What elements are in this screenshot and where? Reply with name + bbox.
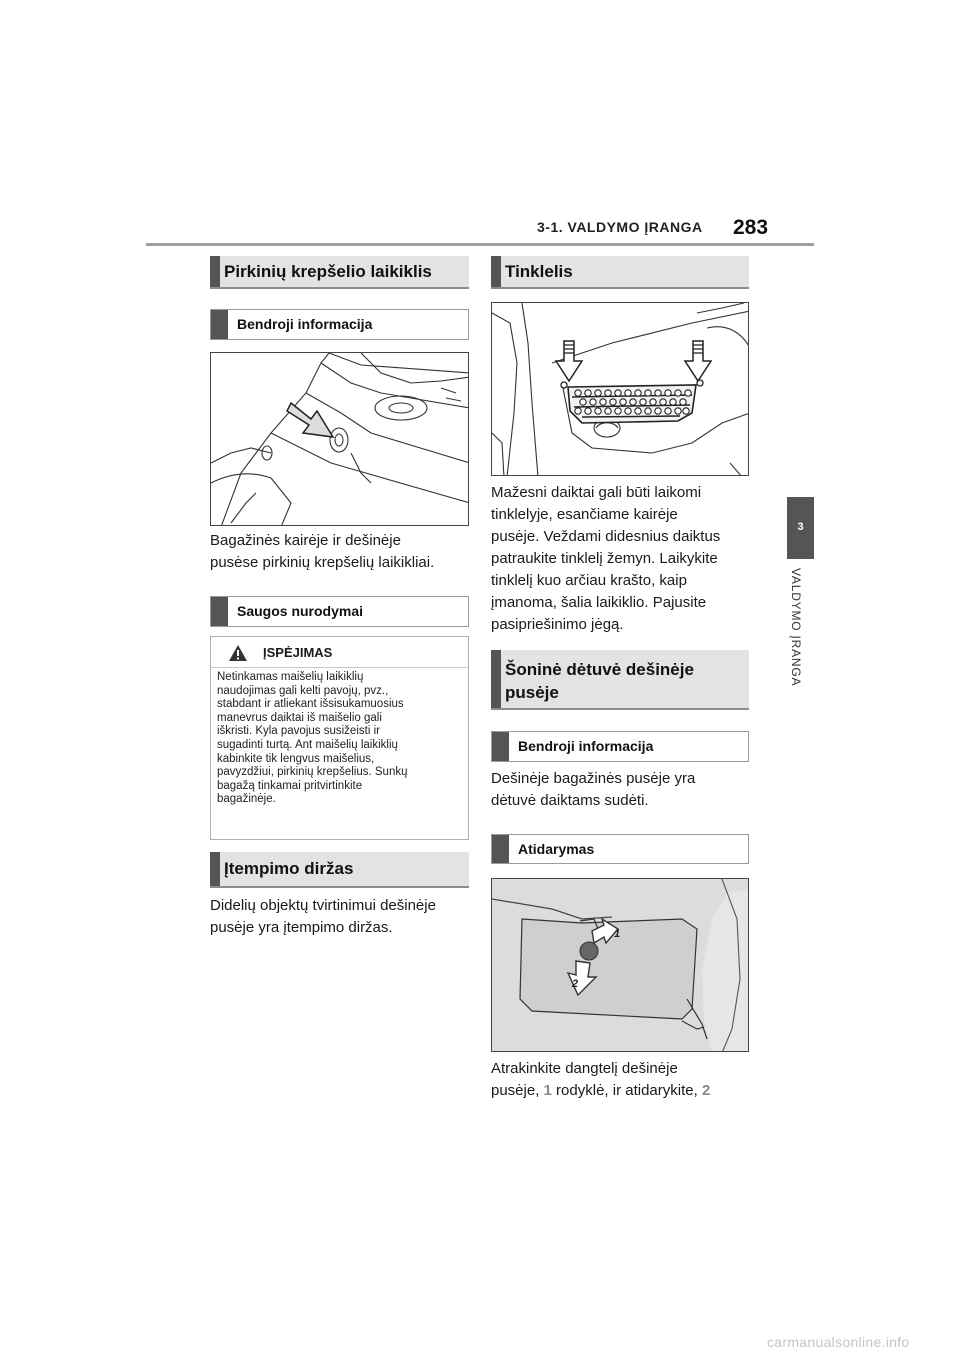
net-line: tinklelyje, esančiame kairėje: [491, 506, 678, 523]
heading-net: [491, 256, 749, 289]
heading-basket-holder: [210, 256, 469, 289]
basket-description-line1: Bagažinės kairėje ir dešinėje: [210, 532, 401, 549]
warning-line: sugadinti turtą. Ant maišelių laikiklių: [217, 738, 398, 751]
heading-text-line2: pusėje: [505, 683, 559, 702]
heading-text: Tinklelis: [505, 262, 573, 281]
warning-line: naudojimas gali kelti pavojų, pvz.,: [217, 684, 389, 697]
basket-holder-illustration: [210, 352, 469, 526]
subheading-text: Bendroji informacija: [237, 316, 373, 332]
strap-description-line2: pusėje yra įtempimo diržas.: [210, 919, 393, 936]
net-illustration: [491, 302, 749, 476]
header-rule: [146, 243, 814, 246]
warning-box: [210, 636, 469, 840]
net-line: pasipriešinimo jėgą.: [491, 616, 624, 633]
subheading-bar: [492, 835, 509, 863]
warning-line: bagažą tinkamai pritvirtinkite: [217, 779, 363, 792]
side-storage-line1: Dešinėje bagažinės pusėje yra: [491, 770, 696, 787]
strap-description-line1: Didelių objektų tvirtinimui dešinėje: [210, 897, 436, 914]
net-line: tinklelį kuo arčiau krašto, kaip: [491, 572, 687, 589]
warning-header: [211, 637, 468, 668]
basket-description-line2: pusėse pirkinių krepšelių laikikliai.: [210, 554, 435, 571]
trunk-hook-drawing: [211, 353, 469, 526]
warning-line: stabdant ir atliekant išsisukamuosius: [217, 698, 404, 711]
subheading-text: Bendroji informacija: [518, 738, 654, 754]
down-arrow-icon: [556, 341, 711, 381]
heading-text-line1: Šoninė dėtuvė dešinėje: [505, 660, 694, 679]
warning-line: bagažinėje.: [217, 793, 276, 806]
net-line: Mažesni daiktai gali būti laikomi: [491, 484, 702, 501]
page-number: 283: [733, 216, 769, 239]
chapter-label: VALDYMO ĮRANGA: [789, 568, 803, 687]
side-storage-illustration: [491, 878, 749, 1052]
heading-text: Įtempimo diržas: [224, 859, 354, 878]
heading-side-storage: [491, 650, 749, 710]
heading-text: Pirkinių krepšelio laikiklis: [224, 262, 432, 281]
step-number-2: 2: [701, 1082, 711, 1099]
net-line: patraukite tinklelį žemyn. Laikykite: [491, 550, 718, 567]
subheading-bar: [492, 732, 509, 761]
heading-bar: [491, 256, 501, 287]
warning-line: iškristi. Kyla pavojus susižeisti ir: [217, 725, 380, 738]
open-instruction-line1: Atrakinkite dangtelį dešinėje: [491, 1060, 678, 1077]
subheading-general-info: [210, 309, 469, 340]
open-text-a: pusėje,: [491, 1082, 544, 1099]
warning-triangle-icon: [228, 644, 248, 662]
chapter-tab: [787, 497, 814, 559]
net-description: [491, 482, 751, 636]
warning-line: pavyzdžiui, pirkinių krepšelius. Sunkų: [217, 766, 408, 779]
open-instruction-line2: [491, 1080, 710, 1102]
subheading-opening: [491, 834, 749, 864]
watermark: carmanualsonline.info: [767, 1334, 910, 1350]
open-text-b: rodyklė, ir atidarykite,: [551, 1082, 702, 1099]
storage-lid-drawing: [492, 879, 749, 1052]
net-line: pusėje. Veždami didesnius daiktus: [491, 528, 721, 545]
subheading-safety: [210, 596, 469, 627]
trunk-net-drawing: [492, 303, 749, 476]
subheading-bar: [211, 310, 228, 339]
callout-2: 2: [572, 978, 579, 990]
subheading-text: Saugos nurodymai: [237, 603, 364, 619]
heading-tension-strap: [210, 852, 469, 888]
warning-text: [217, 671, 462, 807]
heading-bar: [210, 852, 220, 886]
section-title: 3-1. VALDYMO ĮRANGA: [537, 219, 703, 235]
step-number-1: 1: [543, 1082, 552, 1099]
warning-line: kabinkite tik lengvus maišelius,: [217, 752, 375, 765]
subheading-bar: [211, 597, 228, 626]
warning-line: manevrus daiktai iš maišelio gali: [217, 711, 382, 724]
heading-bar: [210, 256, 220, 287]
callout-1: 1: [614, 928, 621, 940]
subheading-text: Atidarymas: [518, 841, 595, 857]
arrow-icon: [287, 403, 333, 437]
heading-bar: [491, 650, 501, 708]
side-storage-line2: dėtuvė daiktams sudėti.: [491, 792, 649, 809]
warning-line: Netinkamas maišelių laikiklių: [217, 671, 364, 683]
net-line: įmanoma, šalia laikiklio. Pajusite: [491, 594, 707, 611]
subheading-general-info-right: [491, 731, 749, 762]
chapter-number: 3: [797, 521, 804, 533]
warning-title: ĮSPĖJIMAS: [263, 645, 333, 660]
